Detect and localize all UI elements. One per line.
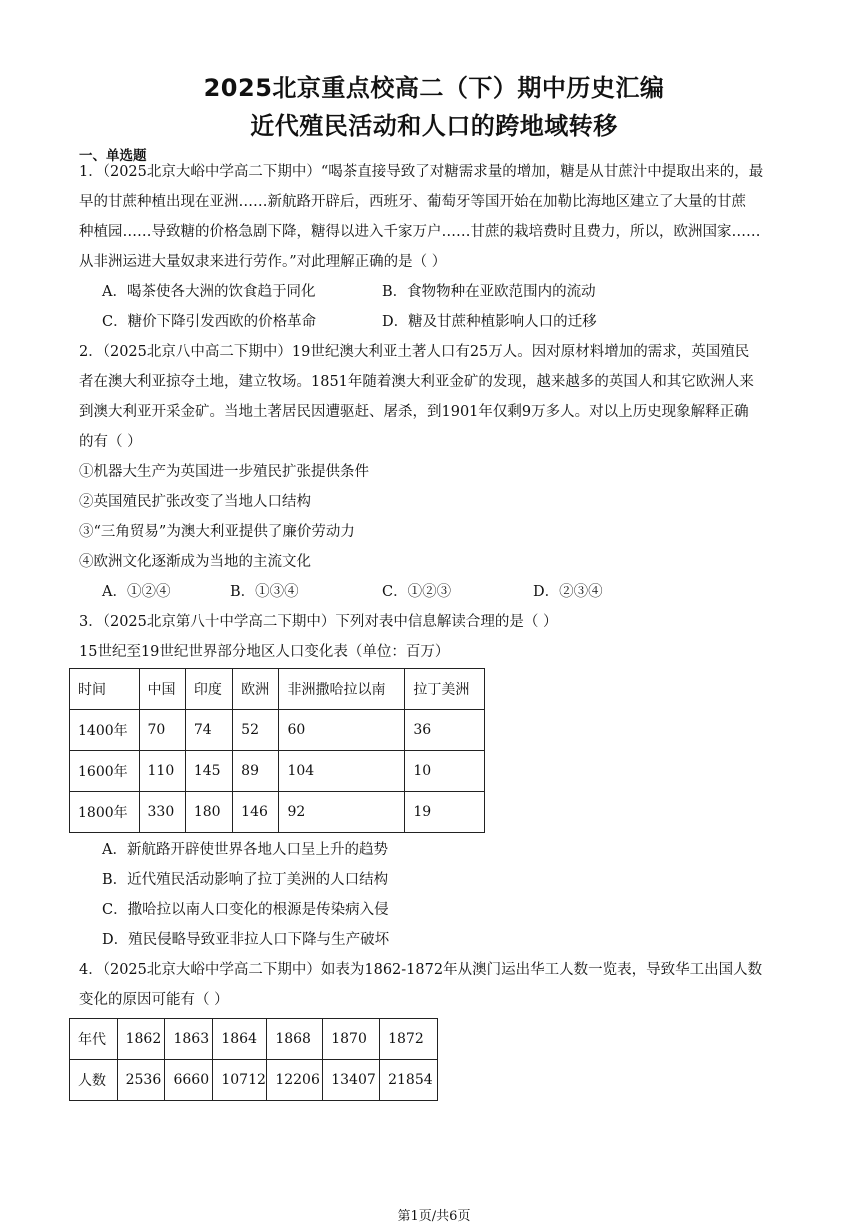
table-header-cell: 非洲撒哈拉以南 bbox=[279, 669, 405, 710]
table-cell: 92 bbox=[279, 792, 405, 833]
table-row bbox=[70, 1060, 438, 1101]
q3-option-d: D．殖民侵略导致亚非拉人口下降与生产破坏 bbox=[102, 932, 390, 948]
table-row bbox=[70, 1019, 438, 1060]
q2-option-a: A．①②④ bbox=[102, 584, 171, 600]
q2-line: 者在澳大利亚掠夺土地，建立牧场。1851年随着澳大利亚金矿的发现，越来越多的英国人和其它欧洲人来 bbox=[79, 374, 754, 390]
table-row bbox=[70, 669, 485, 710]
q3-option-c: C．撒哈拉以南人口变化的根源是传染病入侵 bbox=[102, 902, 389, 918]
q1-option-d: D．糖及甘蔗种植影响人口的迁移 bbox=[382, 314, 597, 330]
table-cell: 52 bbox=[233, 710, 279, 751]
table-cell: 104 bbox=[279, 751, 405, 792]
table-cell: 1600年 bbox=[70, 751, 140, 792]
q2-option-d: D．②③④ bbox=[533, 584, 603, 600]
table-cell: 60 bbox=[279, 710, 405, 751]
table-header-cell: 印度 bbox=[185, 669, 232, 710]
q3-table-caption: 15世纪至19世纪世界部分地区人口变化表（单位：百万） bbox=[79, 644, 450, 660]
page-number: 第1页/共6页 bbox=[397, 1209, 471, 1224]
table-header-cell: 拉丁美洲 bbox=[405, 669, 485, 710]
table-cell: 1400年 bbox=[70, 710, 140, 751]
table-cell: 19 bbox=[405, 792, 485, 833]
table-cell: 1863 bbox=[165, 1019, 213, 1060]
laborers-table bbox=[69, 1018, 438, 1101]
table-header-cell: 年代 bbox=[70, 1019, 118, 1060]
q2-line: 到澳大利亚开采金矿。当地土著居民因遭驱赶、屠杀，到1901年仅剩9万多人。对以上历史现象解释正确 bbox=[79, 404, 749, 420]
table-cell: 1800年 bbox=[70, 792, 140, 833]
population-table bbox=[69, 668, 485, 833]
table-cell: 89 bbox=[233, 751, 279, 792]
q2-statement: ④欧洲文化逐渐成为当地的主流文化 bbox=[79, 554, 311, 570]
q2-line: 的有（ ） bbox=[79, 434, 142, 450]
q1-line: 1．（2025北京大峪中学高二下期中）“喝茶直接导致了对糖需求量的增加，糖是从甘蔗汁中提取出来的，最 bbox=[79, 164, 764, 180]
q2-statement: ①机器大生产为英国进一步殖民扩张提供条件 bbox=[79, 464, 369, 480]
table-row bbox=[70, 792, 485, 833]
q3-line: 3．（2025北京第八十中学高二下期中）下列对表中信息解读合理的是（ ） bbox=[79, 614, 558, 630]
q3-option-b: B．近代殖民活动影响了拉丁美洲的人口结构 bbox=[102, 872, 389, 888]
table-cell: 146 bbox=[233, 792, 279, 833]
table-cell: 1868 bbox=[267, 1019, 323, 1060]
q2-statement: ③“三角贸易”为澳大利亚提供了廉价劳动力 bbox=[79, 524, 355, 540]
table-cell: 10712 bbox=[213, 1060, 267, 1101]
table-row bbox=[70, 751, 485, 792]
table-cell: 1870 bbox=[323, 1019, 380, 1060]
q4-line: 变化的原因可能有（ ） bbox=[79, 992, 229, 1008]
table-cell: 12206 bbox=[267, 1060, 323, 1101]
q2-option-c: C．①②③ bbox=[382, 584, 452, 600]
page-title: 2025北京重点校高二（下）期中历史汇编 bbox=[203, 74, 665, 102]
q4-line: 4．（2025北京大峪中学高二下期中）如表为1862-1872年从澳门运出华工人数一览表，导致华工出国人数 bbox=[79, 962, 763, 978]
table-cell: 330 bbox=[139, 792, 185, 833]
table-header-cell: 时间 bbox=[70, 669, 140, 710]
q1-line: 种植园……导致糖的价格急剧下降，糖得以进入千家万户……甘蔗的栽培费时且费力，所以，欧洲国家…… bbox=[79, 224, 761, 240]
table-cell: 1862 bbox=[117, 1019, 165, 1060]
q1-line: 早的甘蔗种植出现在亚洲……新航路开辟后，西班牙、葡萄牙等国开始在加勒比海地区建立了大量的甘蔗 bbox=[79, 194, 746, 210]
q1-line: 从非洲运进大量奴隶来进行劳作。”对此理解正确的是（ ） bbox=[79, 254, 447, 270]
table-cell: 21854 bbox=[380, 1060, 438, 1101]
table-cell: 6660 bbox=[165, 1060, 213, 1101]
table-cell: 2536 bbox=[117, 1060, 165, 1101]
table-cell: 36 bbox=[405, 710, 485, 751]
table-header-cell: 欧洲 bbox=[233, 669, 279, 710]
table-cell: 145 bbox=[185, 751, 232, 792]
table-cell: 110 bbox=[139, 751, 185, 792]
table-cell: 10 bbox=[405, 751, 485, 792]
table-cell: 70 bbox=[139, 710, 185, 751]
q2-statement: ②英国殖民扩张改变了当地人口结构 bbox=[79, 494, 311, 510]
section-heading: 一、单选题 bbox=[79, 148, 147, 164]
table-cell: 13407 bbox=[323, 1060, 380, 1101]
table-cell: 74 bbox=[185, 710, 232, 751]
q1-option-b: B．食物物种在亚欧范围内的流动 bbox=[382, 284, 596, 300]
q1-option-a: A．喝茶使各大洲的饮食趋于同化 bbox=[102, 284, 316, 300]
table-cell: 1864 bbox=[213, 1019, 267, 1060]
table-header-cell: 中国 bbox=[139, 669, 185, 710]
q2-option-b: B．①③④ bbox=[230, 584, 299, 600]
table-row bbox=[70, 710, 485, 751]
table-cell: 180 bbox=[185, 792, 232, 833]
page-subtitle: 近代殖民活动和人口的跨地域转移 bbox=[250, 112, 618, 140]
table-header-cell: 人数 bbox=[70, 1060, 118, 1101]
q3-option-a: A．新航路开辟使世界各地人口呈上升的趋势 bbox=[102, 842, 388, 858]
q2-line: 2．（2025北京八中高二下期中）19世纪澳大利亚土著人口有25万人。因对原材料增加的需求，英国殖民 bbox=[79, 344, 750, 360]
table-cell: 1872 bbox=[380, 1019, 438, 1060]
q1-option-c: C．糖价下降引发西欧的价格革命 bbox=[102, 314, 317, 330]
